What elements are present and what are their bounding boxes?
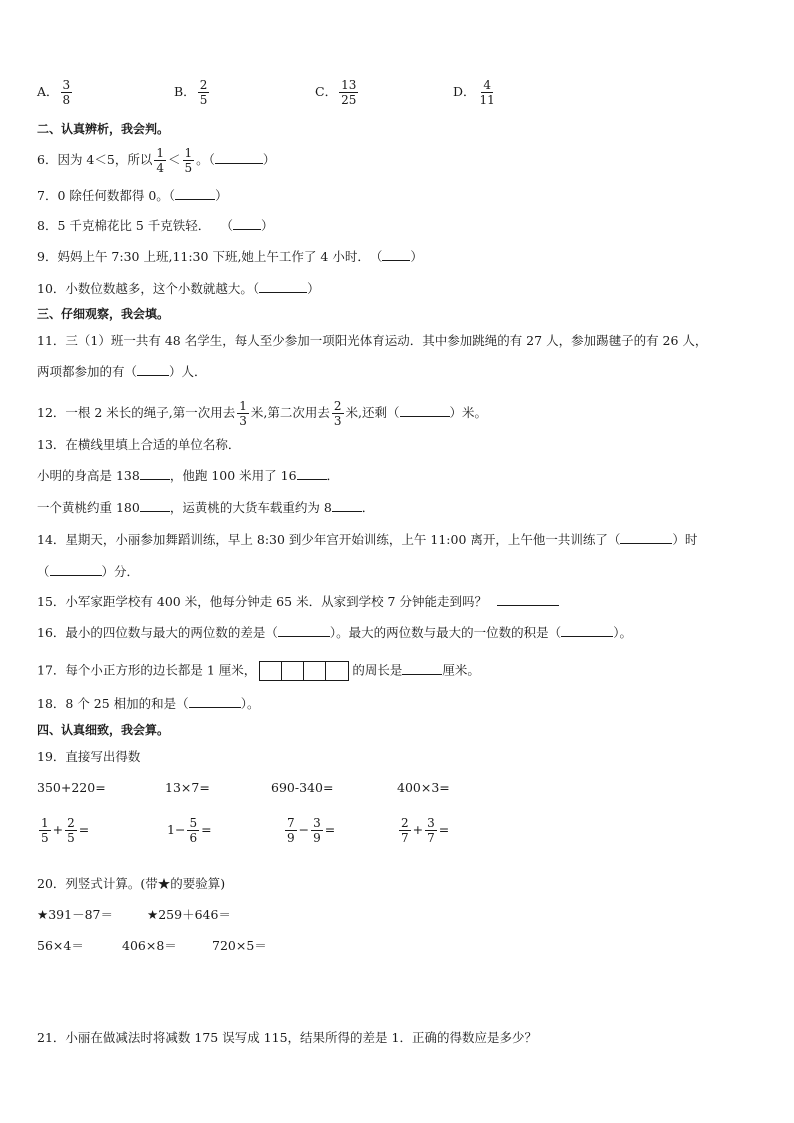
calc-item: 400×3=: [397, 780, 450, 795]
calc-item: 13×7=: [165, 780, 210, 795]
option-a-fraction: $\frac{3}{8}$: [62, 78, 71, 107]
answer-blank[interactable]: [400, 416, 450, 417]
answer-blank[interactable]: [140, 479, 170, 480]
question-13-title: 13．在横线里填上合适的单位名称．: [37, 437, 241, 452]
option-c: [315, 78, 360, 107]
question-16: 16．最小的四位数与最大的两位数的差是（ ）。最大的两位数与最大的一位数的积是（ ）。: [37, 625, 632, 640]
option-b-label: B．: [174, 84, 196, 99]
section-2-heading: 二、认真辨析，我会判。: [37, 122, 170, 136]
answer-blank[interactable]: [259, 292, 307, 293]
vertical-calc-item: 406×8＝: [122, 938, 177, 953]
question-8: 8．5 千克棉花比 5 千克铁轻． （ ）: [37, 218, 274, 233]
question-14-line-2: （ ）分．: [37, 564, 140, 579]
option-d-fraction: $\frac{4}{11}$: [479, 78, 495, 107]
answer-blank[interactable]: [175, 199, 215, 200]
question-13-line-1: 小明的身高是 138 ，他跑 100 米用了 16 ．: [37, 468, 340, 483]
answer-blank[interactable]: [50, 575, 102, 576]
answer-blank[interactable]: [233, 229, 261, 230]
answer-blank[interactable]: [137, 375, 169, 376]
question-14-line-1: 14．星期天，小丽参加舞蹈训练，早上 8:30 到少年宫开始训练，上午 11:00 离开，上午他一共训练了（ ）时: [37, 532, 698, 547]
answer-blank[interactable]: [189, 707, 241, 708]
answer-blank[interactable]: [332, 511, 362, 512]
answer-blank[interactable]: [402, 674, 442, 675]
option-a: [37, 78, 74, 107]
question-19-title: 19．直接写出得数: [37, 749, 141, 764]
section-4-heading: 四、认真细致，我会算。: [37, 723, 170, 737]
question-17: 17．每个小正方形的边长都是 1 厘米， 的周长是 厘米。: [37, 661, 480, 681]
question-15: 15．小军家距学校有 400 米，他每分钟走 65 米．从家到学校 7 分钟能走到吗？: [37, 593, 559, 611]
option-d-label: D．: [453, 84, 476, 99]
vertical-calc-item: ★259＋646＝: [147, 907, 231, 922]
question-11-line-2: 两项都参加的有（ ）人．: [37, 364, 207, 379]
question-11-line-1: 11．三（1）班一共有 48 名学生，每人至少参加一项阳光体育运动．其中参加跳绳的有 27 人，参加踢毽子的有 26 人，: [37, 333, 708, 348]
question-9: 9．妈妈上午 7:30 上班,11:30 下班,她上午工作了 4 小时． （ ）: [37, 249, 423, 264]
question-7: 7．0 除任何数都得 0。（ ）: [37, 188, 228, 203]
vertical-calc-item: 56×4＝: [37, 938, 84, 953]
question-18: 18．8 个 25 相加的和是（ ）。: [37, 696, 260, 711]
question-6: 6．因为 4＜5，所以 $\frac{1}{4}$ ＜ $\frac{1}{5}$ 。（ ）: [37, 146, 276, 175]
vertical-calc-item: 720×5＝: [212, 938, 267, 953]
option-c-label: C．: [315, 84, 338, 99]
fraction-calc-2: 1− $\frac{5}{6}$ =: [167, 816, 212, 845]
answer-blank[interactable]: [297, 479, 327, 480]
question-13-line-2: 一个黄桃约重 180 ，运黄桃的大货车载重约为 8 ．: [37, 500, 375, 515]
question-21: 21．小丽在做减法时将减数 175 误写成 115，结果所得的差是 1．正确的得数应是多少？: [37, 1030, 537, 1045]
option-c-fraction: $\frac{13}{25}$: [341, 78, 357, 107]
square-grid-figure: [259, 661, 349, 681]
question-20-title: 20．列竖式计算。(带★的要验算): [37, 876, 226, 891]
answer-blank[interactable]: [140, 511, 170, 512]
answer-blank[interactable]: [561, 636, 613, 637]
question-10: 10．小数位数越多，这个小数就越大。（ ）: [37, 281, 320, 296]
fraction-calc-3: $\frac{7}{9}$ − $\frac{3}{9}$ =: [287, 816, 336, 845]
question-12: 12．一根 2 米长的绳子,第一次用去 $\frac{1}{3}$ 米,第二次用去 $\frac{2}{3}$ 米,还剩（ ）米。: [37, 399, 488, 428]
answer-blank[interactable]: [278, 636, 330, 637]
fraction-calc-4: $\frac{2}{7}$ + $\frac{3}{7}$ =: [401, 816, 450, 845]
answer-blank[interactable]: [215, 163, 263, 164]
fraction-calc-1: $\frac{1}{5}$ + $\frac{2}{5}$ =: [41, 816, 90, 845]
answer-blank[interactable]: [497, 605, 559, 606]
calc-item: 690-340=: [271, 780, 334, 795]
option-a-label: A．: [37, 84, 59, 99]
option-b: [174, 78, 211, 107]
answer-blank[interactable]: [620, 543, 672, 544]
option-b-fraction: $\frac{2}{5}$: [199, 78, 208, 107]
vertical-calc-item: ★391－87＝: [37, 907, 113, 922]
answer-blank[interactable]: [382, 260, 410, 261]
calc-item: 350+220=: [37, 780, 106, 795]
option-d: [453, 78, 499, 107]
section-3-heading: 三、仔细观察，我会填。: [37, 307, 170, 321]
